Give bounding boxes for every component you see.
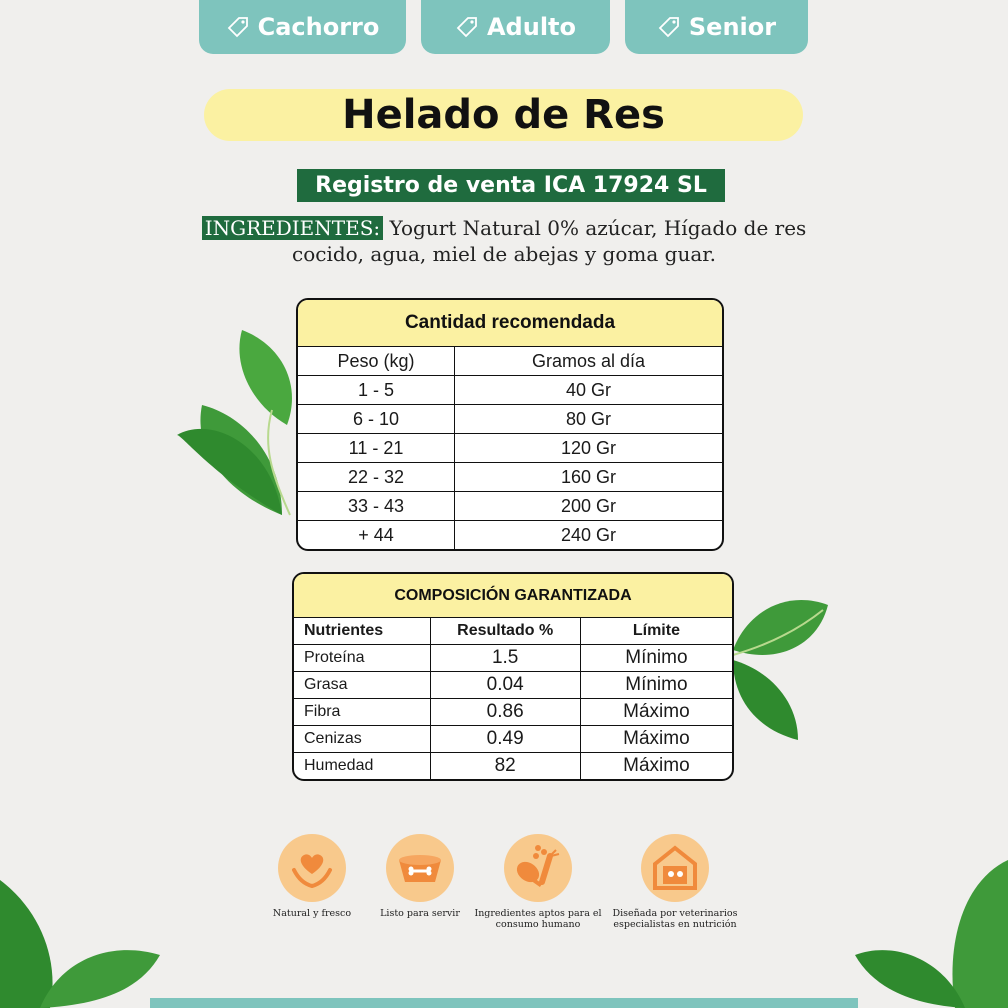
peso-cell: 22 - 32 xyxy=(298,463,455,492)
table-row xyxy=(298,463,722,492)
feature-ingredientes-aptos xyxy=(468,834,608,930)
feature-icon-circle xyxy=(641,834,709,902)
tag-icon xyxy=(657,15,681,39)
tab-label: Adulto xyxy=(486,13,577,41)
food-ingredients-icon xyxy=(508,838,568,898)
leaf-decoration-left xyxy=(172,325,302,525)
table-row xyxy=(294,645,732,672)
gramos-cell: 120 Gr xyxy=(455,434,723,463)
nutriente-cell: Proteína xyxy=(294,645,430,672)
leaf-decoration-right xyxy=(728,590,833,745)
feature-label: Listo para servir xyxy=(380,908,460,919)
header-peso: Peso (kg) xyxy=(298,347,455,376)
tab-label: Cachorro xyxy=(257,13,380,41)
table-row xyxy=(294,699,732,726)
table-row xyxy=(298,376,722,405)
nutriente-cell: Cenizas xyxy=(294,726,430,753)
feature-icon-circle xyxy=(504,834,572,902)
peso-cell: 6 - 10 xyxy=(298,405,455,434)
peso-cell: 11 - 21 xyxy=(298,434,455,463)
table-row xyxy=(294,672,732,699)
gramos-cell: 240 Gr xyxy=(455,521,723,550)
limite-cell: Máximo xyxy=(580,726,732,753)
table-row xyxy=(298,492,722,521)
registro-badge: Registro de venta ICA 17924 SL xyxy=(297,169,725,202)
tab-senior[interactable] xyxy=(625,0,808,54)
table-row xyxy=(298,434,722,463)
gramos-cell: 80 Gr xyxy=(455,405,723,434)
feature-veterinarios xyxy=(605,834,745,930)
product-title: Helado de Res xyxy=(204,89,803,141)
nutriente-cell: Fibra xyxy=(294,699,430,726)
table-row xyxy=(294,726,732,753)
header-resultado: Resultado % xyxy=(430,618,580,645)
feature-label: Natural y fresco xyxy=(272,908,352,919)
feature-label: Ingredientes aptos para el consumo humano xyxy=(474,908,602,930)
gramos-cell: 160 Gr xyxy=(455,463,723,492)
resultado-cell: 0.86 xyxy=(430,699,580,726)
ingredients-label: INGREDIENTES: xyxy=(202,216,383,240)
feature-label: Diseñada por veterinarios especialistas en nutrición xyxy=(612,908,738,930)
composicion-garantizada-table xyxy=(292,572,734,781)
nutriente-cell: Humedad xyxy=(294,753,430,780)
resultado-cell: 82 xyxy=(430,753,580,780)
feature-icon-circle xyxy=(278,834,346,902)
header-limite: Límite xyxy=(580,618,732,645)
pet-house-icon xyxy=(649,842,701,894)
resultado-cell: 0.04 xyxy=(430,672,580,699)
leaf-decoration-bottom-right xyxy=(855,860,1008,1008)
cantidad-recomendada-table xyxy=(296,298,724,551)
ingredients-list: Yogurt Natural 0% azúcar, Hígado de res cocido, agua, miel de abejas y goma guar. xyxy=(292,216,807,266)
cantidad-title: Cantidad recomendada xyxy=(298,300,722,347)
tab-label: Senior xyxy=(688,13,777,41)
tag-icon xyxy=(226,15,250,39)
peso-cell: 33 - 43 xyxy=(298,492,455,521)
tab-cachorro[interactable] xyxy=(199,0,406,54)
tag-icon xyxy=(455,15,479,39)
ingredients-text xyxy=(200,215,808,267)
gramos-cell: 200 Gr xyxy=(455,492,723,521)
limite-cell: Máximo xyxy=(580,699,732,726)
table-row xyxy=(298,521,722,550)
leaf-decoration-bottom-left xyxy=(0,880,165,1008)
resultado-cell: 1.5 xyxy=(430,645,580,672)
table-row xyxy=(298,405,722,434)
resultado-cell: 0.49 xyxy=(430,726,580,753)
table-row xyxy=(294,753,732,780)
composicion-title: COMPOSICIÓN GARANTIZADA xyxy=(294,574,732,618)
peso-cell: + 44 xyxy=(298,521,455,550)
dog-bowl-icon xyxy=(395,846,445,890)
header-gramos: Gramos al día xyxy=(455,347,723,376)
table-header-row xyxy=(298,347,722,376)
nutriente-cell: Grasa xyxy=(294,672,430,699)
table-header-row xyxy=(294,618,732,645)
heart-hands-icon xyxy=(288,844,336,892)
bottom-bar xyxy=(150,998,858,1008)
tab-adulto[interactable] xyxy=(421,0,610,54)
limite-cell: Mínimo xyxy=(580,672,732,699)
limite-cell: Máximo xyxy=(580,753,732,780)
peso-cell: 1 - 5 xyxy=(298,376,455,405)
limite-cell: Mínimo xyxy=(580,645,732,672)
header-nutrientes: Nutrientes xyxy=(294,618,430,645)
feature-icon-circle xyxy=(386,834,454,902)
gramos-cell: 40 Gr xyxy=(455,376,723,405)
